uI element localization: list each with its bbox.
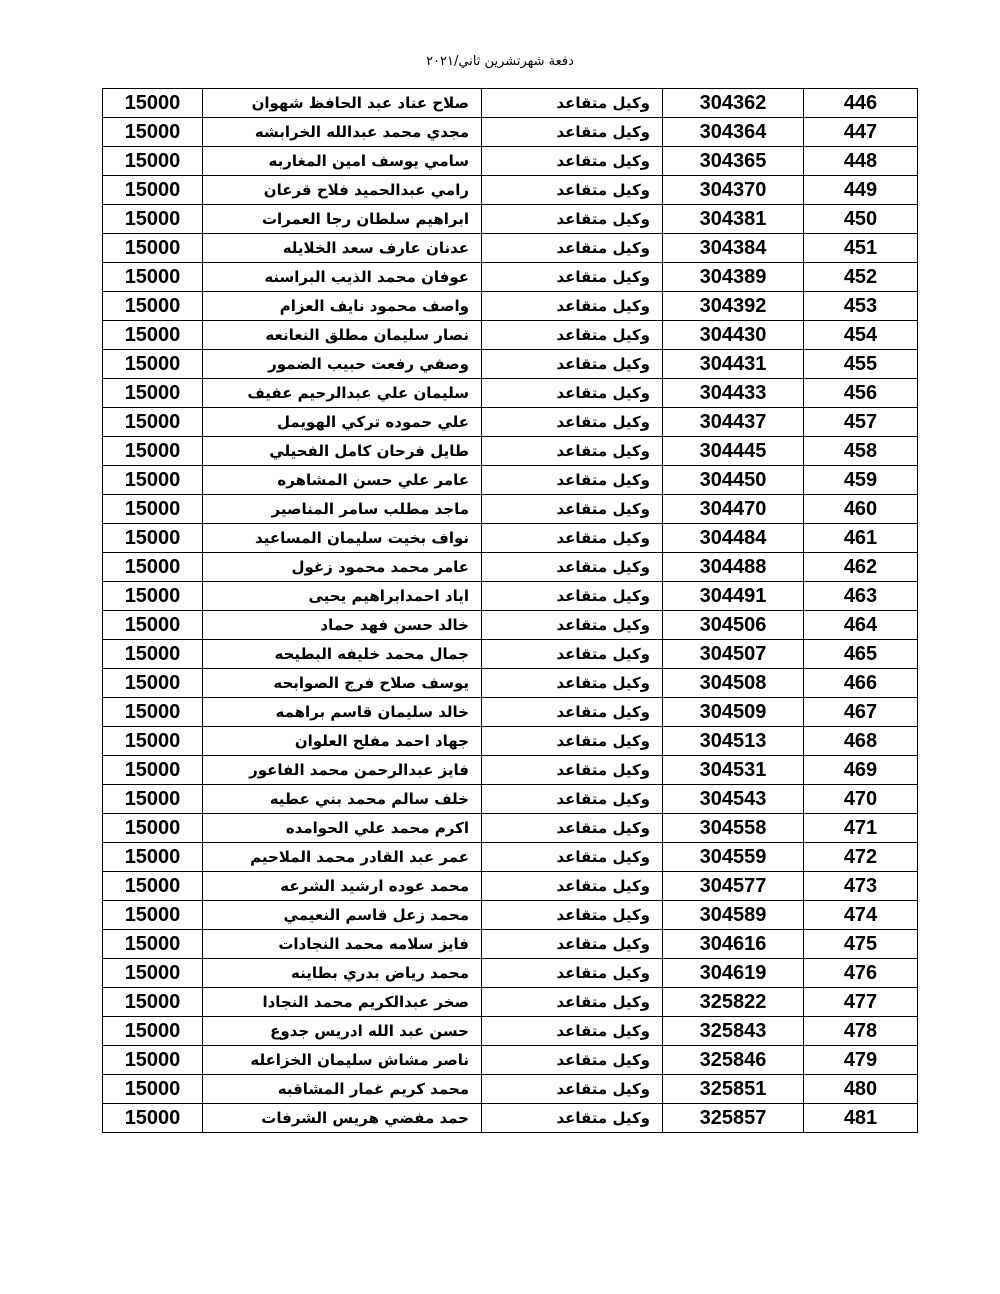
full-name-cell: صلاح عناد عبد الحافظ شهوان [203,89,482,118]
table-row [103,263,918,292]
full-name-cell: سامي يوسف امين المغاربه [203,147,482,176]
serial-number-cell: 453 [804,292,918,321]
rank-cell: وكيل متقاعد [482,524,663,553]
full-name-cell: ناصر مشاش سليمان الخزاعله [203,1046,482,1075]
rank-cell: وكيل متقاعد [482,640,663,669]
full-name-cell: عمر عبد القادر محمد الملاحيم [203,843,482,872]
serial-number-cell: 478 [804,1017,918,1046]
amount-cell: 15000 [103,669,203,698]
military-number-cell: 304437 [663,408,804,437]
full-name-cell: محمد رياض بدري بطاينه [203,959,482,988]
table-row [103,350,918,379]
rank-cell: وكيل متقاعد [482,582,663,611]
military-number-cell: 304433 [663,379,804,408]
table-row [103,1075,918,1104]
rank-cell: وكيل متقاعد [482,901,663,930]
amount-cell: 15000 [103,176,203,205]
full-name-cell: فايز سلامه محمد النجادات [203,930,482,959]
table-body [103,89,918,1133]
full-name-cell: واصف محمود نايف العزام [203,292,482,321]
rank-cell: وكيل متقاعد [482,872,663,901]
military-number-cell: 304370 [663,176,804,205]
rank-cell: وكيل متقاعد [482,727,663,756]
full-name-cell: محمد عوده ارشيد الشرعه [203,872,482,901]
military-number-cell: 304445 [663,437,804,466]
rank-cell: وكيل متقاعد [482,843,663,872]
rank-cell: وكيل متقاعد [482,930,663,959]
full-name-cell: محمد كريم غمار المشاقبه [203,1075,482,1104]
amount-cell: 15000 [103,263,203,292]
military-number-cell: 304488 [663,553,804,582]
rank-cell: وكيل متقاعد [482,959,663,988]
military-number-cell: 304589 [663,901,804,930]
rank-cell: وكيل متقاعد [482,1046,663,1075]
amount-cell: 15000 [103,1017,203,1046]
military-number-cell: 304506 [663,611,804,640]
full-name-cell: يوسف صلاح فرج الصوابحه [203,669,482,698]
military-number-cell: 304450 [663,466,804,495]
full-name-cell: مجدي محمد عبدالله الخرابشه [203,118,482,147]
serial-number-cell: 455 [804,350,918,379]
serial-number-cell: 456 [804,379,918,408]
full-name-cell: خلف سالم محمد بني عطيه [203,785,482,814]
serial-number-cell: 468 [804,727,918,756]
military-number-cell: 325846 [663,1046,804,1075]
amount-cell: 15000 [103,582,203,611]
table-row [103,727,918,756]
full-name-cell: ماجد مطلب سامر المناصير [203,495,482,524]
table-row [103,176,918,205]
amount-cell: 15000 [103,756,203,785]
table-row [103,959,918,988]
table-row [103,292,918,321]
rank-cell: وكيل متقاعد [482,814,663,843]
amount-cell: 15000 [103,901,203,930]
military-number-cell: 304616 [663,930,804,959]
military-number-cell: 304470 [663,495,804,524]
amount-cell: 15000 [103,466,203,495]
serial-number-cell: 475 [804,930,918,959]
serial-number-cell: 450 [804,205,918,234]
serial-number-cell: 465 [804,640,918,669]
full-name-cell: طايل فرحان كامل الفحيلي [203,437,482,466]
rank-cell: وكيل متقاعد [482,553,663,582]
amount-cell: 15000 [103,1075,203,1104]
table-row [103,785,918,814]
rank-cell: وكيل متقاعد [482,698,663,727]
full-name-cell: محمد زعل قاسم النعيمي [203,901,482,930]
military-number-cell: 304559 [663,843,804,872]
page-title: دفعة شهرتشرين ثاني/٢٠٢١ [426,54,574,69]
table-row [103,814,918,843]
rank-cell: وكيل متقاعد [482,321,663,350]
table-row [103,669,918,698]
table-row [103,524,918,553]
table-row [103,553,918,582]
military-number-cell: 325851 [663,1075,804,1104]
amount-cell: 15000 [103,321,203,350]
military-number-cell: 304508 [663,669,804,698]
serial-number-cell: 446 [804,89,918,118]
full-name-cell: خالد حسن فهد حماد [203,611,482,640]
rank-cell: وكيل متقاعد [482,495,663,524]
serial-number-cell: 459 [804,466,918,495]
full-name-cell: فايز عبدالرحمن محمد الفاعور [203,756,482,785]
rank-cell: وكيل متقاعد [482,147,663,176]
rank-cell: وكيل متقاعد [482,263,663,292]
table-row [103,1046,918,1075]
full-name-cell: سليمان علي عبدالرحيم عفيف [203,379,482,408]
full-name-cell: جهاد احمد مفلح العلوان [203,727,482,756]
military-number-cell: 304365 [663,147,804,176]
rank-cell: وكيل متقاعد [482,756,663,785]
rank-cell: وكيل متقاعد [482,89,663,118]
table-row [103,756,918,785]
serial-number-cell: 481 [804,1104,918,1133]
rank-cell: وكيل متقاعد [482,234,663,263]
rank-cell: وكيل متقاعد [482,292,663,321]
full-name-cell: حسن عبد الله ادريس جدوع [203,1017,482,1046]
military-number-cell: 304507 [663,640,804,669]
military-number-cell: 304384 [663,234,804,263]
rank-cell: وكيل متقاعد [482,205,663,234]
amount-cell: 15000 [103,205,203,234]
military-number-cell: 304381 [663,205,804,234]
serial-number-cell: 479 [804,1046,918,1075]
payment-table [102,88,918,1133]
military-number-cell: 304484 [663,524,804,553]
military-number-cell: 304531 [663,756,804,785]
rank-cell: وكيل متقاعد [482,176,663,205]
table-row [103,611,918,640]
amount-cell: 15000 [103,292,203,321]
serial-number-cell: 460 [804,495,918,524]
military-number-cell: 304619 [663,959,804,988]
serial-number-cell: 447 [804,118,918,147]
military-number-cell: 304509 [663,698,804,727]
amount-cell: 15000 [103,118,203,147]
military-number-cell: 304558 [663,814,804,843]
serial-number-cell: 469 [804,756,918,785]
serial-number-cell: 461 [804,524,918,553]
serial-number-cell: 467 [804,698,918,727]
serial-number-cell: 466 [804,669,918,698]
table-row [103,640,918,669]
full-name-cell: وصفي رفعت حبيب الضمور [203,350,482,379]
military-number-cell: 304430 [663,321,804,350]
table-row [103,437,918,466]
table-row [103,205,918,234]
serial-number-cell: 457 [804,408,918,437]
table-row [103,118,918,147]
military-number-cell: 325822 [663,988,804,1017]
full-name-cell: اكرم محمد علي الحوامده [203,814,482,843]
military-number-cell: 304362 [663,89,804,118]
amount-cell: 15000 [103,147,203,176]
rank-cell: وكيل متقاعد [482,379,663,408]
full-name-cell: صخر عبدالكريم محمد النجادا [203,988,482,1017]
amount-cell: 15000 [103,1046,203,1075]
serial-number-cell: 470 [804,785,918,814]
amount-cell: 15000 [103,234,203,263]
serial-number-cell: 458 [804,437,918,466]
full-name-cell: ابراهيم سلطان رجا العمرات [203,205,482,234]
amount-cell: 15000 [103,553,203,582]
military-number-cell: 304577 [663,872,804,901]
military-number-cell: 304389 [663,263,804,292]
amount-cell: 15000 [103,350,203,379]
rank-cell: وكيل متقاعد [482,669,663,698]
serial-number-cell: 448 [804,147,918,176]
amount-cell: 15000 [103,930,203,959]
rank-cell: وكيل متقاعد [482,466,663,495]
full-name-cell: حمد مفضي هريس الشرفات [203,1104,482,1133]
rank-cell: وكيل متقاعد [482,1075,663,1104]
serial-number-cell: 454 [804,321,918,350]
amount-cell: 15000 [103,1104,203,1133]
rank-cell: وكيل متقاعد [482,350,663,379]
amount-cell: 15000 [103,785,203,814]
rank-cell: وكيل متقاعد [482,408,663,437]
military-number-cell: 304364 [663,118,804,147]
table-row [103,234,918,263]
serial-number-cell: 464 [804,611,918,640]
full-name-cell: رامي عبدالحميد فلاح قرعان [203,176,482,205]
rank-cell: وكيل متقاعد [482,785,663,814]
table-row [103,321,918,350]
serial-number-cell: 449 [804,176,918,205]
full-name-cell: عامر علي حسن المشاهره [203,466,482,495]
amount-cell: 15000 [103,698,203,727]
military-number-cell: 325843 [663,1017,804,1046]
serial-number-cell: 476 [804,959,918,988]
full-name-cell: اياد احمدابراهيم يحيى [203,582,482,611]
table-row [103,1104,918,1133]
military-number-cell: 304392 [663,292,804,321]
rank-cell: وكيل متقاعد [482,1017,663,1046]
amount-cell: 15000 [103,408,203,437]
full-name-cell: عامر محمد محمود زغول [203,553,482,582]
amount-cell: 15000 [103,437,203,466]
military-number-cell: 325857 [663,1104,804,1133]
amount-cell: 15000 [103,872,203,901]
full-name-cell: عوفان محمد الذيب البراسنه [203,263,482,292]
amount-cell: 15000 [103,495,203,524]
serial-number-cell: 473 [804,872,918,901]
table-row [103,379,918,408]
full-name-cell: عدنان عارف سعد الخلايله [203,234,482,263]
table-row [103,408,918,437]
rank-cell: وكيل متقاعد [482,611,663,640]
military-number-cell: 304431 [663,350,804,379]
table-row [103,698,918,727]
amount-cell: 15000 [103,814,203,843]
rank-cell: وكيل متقاعد [482,437,663,466]
rank-cell: وكيل متقاعد [482,988,663,1017]
amount-cell: 15000 [103,959,203,988]
military-number-cell: 304513 [663,727,804,756]
amount-cell: 15000 [103,89,203,118]
full-name-cell: نواف بخيت سليمان المساعيد [203,524,482,553]
amount-cell: 15000 [103,988,203,1017]
table-row [103,988,918,1017]
table-row [103,872,918,901]
serial-number-cell: 477 [804,988,918,1017]
serial-number-cell: 471 [804,814,918,843]
amount-cell: 15000 [103,524,203,553]
military-number-cell: 304543 [663,785,804,814]
full-name-cell: خالد سليمان قاسم براهمه [203,698,482,727]
table-row [103,901,918,930]
amount-cell: 15000 [103,640,203,669]
serial-number-cell: 474 [804,901,918,930]
table-row [103,1017,918,1046]
full-name-cell: علي حموده تركي الهويمل [203,408,482,437]
table-row [103,843,918,872]
rank-cell: وكيل متقاعد [482,1104,663,1133]
amount-cell: 15000 [103,611,203,640]
amount-cell: 15000 [103,727,203,756]
rank-cell: وكيل متقاعد [482,118,663,147]
table-row [103,495,918,524]
amount-cell: 15000 [103,843,203,872]
full-name-cell: نصار سليمان مطلق النعانعه [203,321,482,350]
table-row [103,89,918,118]
serial-number-cell: 463 [804,582,918,611]
table-row [103,582,918,611]
serial-number-cell: 452 [804,263,918,292]
table-row [103,147,918,176]
serial-number-cell: 480 [804,1075,918,1104]
table-row [103,930,918,959]
serial-number-cell: 472 [804,843,918,872]
serial-number-cell: 462 [804,553,918,582]
serial-number-cell: 451 [804,234,918,263]
table-row [103,466,918,495]
amount-cell: 15000 [103,379,203,408]
military-number-cell: 304491 [663,582,804,611]
full-name-cell: جمال محمد خليفه البطيحه [203,640,482,669]
